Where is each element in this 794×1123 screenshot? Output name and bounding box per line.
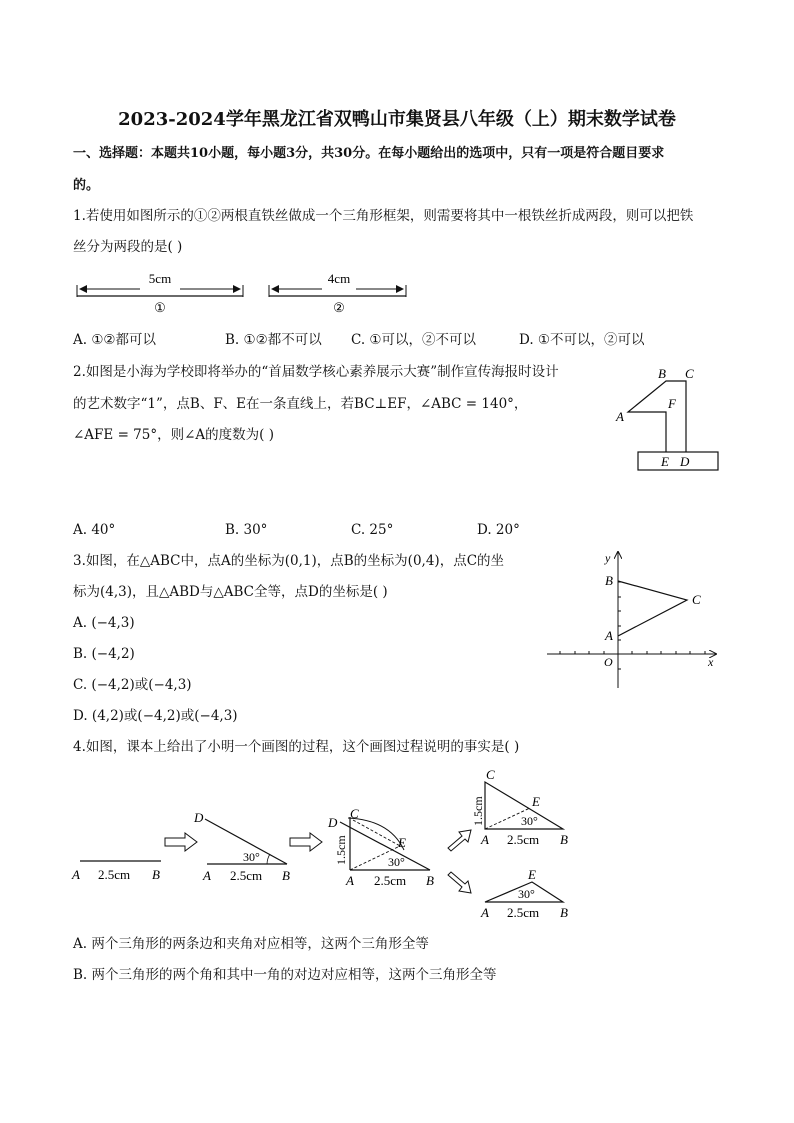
svg-text:D: D xyxy=(194,810,204,825)
origin-label: O xyxy=(604,655,613,669)
q3-coordinate-figure xyxy=(540,548,730,693)
svg-text:E: E xyxy=(398,835,406,850)
q3-stem-line1: 3.如图，在△ABC中，点A的坐标为(0,1)，点B的坐标为(0,4)，点C的坐 xyxy=(73,553,505,569)
wire-one-length: 5cm xyxy=(148,271,172,286)
q4-stem: 4.如图，课本上给出了小明一个画图的过程，这个画图过程说明的事实是( ) xyxy=(73,739,520,755)
wire-two xyxy=(269,271,406,315)
label-d: D xyxy=(680,454,690,469)
svg-text:A: A xyxy=(481,905,489,920)
step-two xyxy=(193,810,290,883)
result-triangle-two xyxy=(480,867,568,920)
label-f: F xyxy=(668,396,676,411)
svg-text:1.5cm: 1.5cm xyxy=(471,796,485,826)
svg-text:A: A xyxy=(72,867,80,882)
svg-text:E: E xyxy=(528,867,536,882)
q1-option-b: B. ①②都不可以 xyxy=(225,332,322,348)
axis-x-label: x xyxy=(708,655,714,669)
q3-option-a: A. (−4,3) xyxy=(73,615,135,631)
svg-text:B: B xyxy=(560,905,568,920)
step-three xyxy=(327,806,434,888)
svg-text:30°: 30° xyxy=(388,855,405,869)
q1-option-c: C. ①可以，②不可以 xyxy=(351,332,477,348)
svg-text:A: A xyxy=(346,873,354,888)
q4-construction-figure xyxy=(65,762,585,922)
wire-two-label: ② xyxy=(333,300,345,315)
section-header-line1: 一、选择题：本题共10小题，每小题3分，共30分。在每小题给出的选项中，只有一项是符合题目要求 xyxy=(73,146,665,161)
svg-text:30°: 30° xyxy=(243,850,260,864)
point-c-label: C xyxy=(692,592,701,607)
q4-option-b: B. 两个三角形的两个角和其中一角的对边对应相等，这两个三角形全等 xyxy=(73,967,497,983)
svg-text:2.5cm: 2.5cm xyxy=(507,905,540,920)
q3-option-c: C. (−4,2)或(−4,3) xyxy=(73,677,192,693)
q2-option-d: D. 20° xyxy=(477,522,520,538)
svg-text:30°: 30° xyxy=(521,814,538,828)
point-b-label: B xyxy=(605,573,613,588)
svg-text:A: A xyxy=(481,832,489,847)
svg-text:B: B xyxy=(560,832,568,847)
result-triangle-one xyxy=(471,767,568,847)
label-b: B xyxy=(658,366,666,381)
q2-option-a: A. 40° xyxy=(73,522,116,538)
section-header-line2: 的。 xyxy=(73,178,100,193)
svg-text:30°: 30° xyxy=(518,887,535,901)
q3-option-d: D. (4,2)或(−4,2)或(−4,3) xyxy=(73,708,238,724)
q1-stem-line1: 1.若使用如图所示的①②两根直铁丝做成一个三角形框架，则需要将其中一根铁丝折成两段，则可以把铁 xyxy=(73,208,694,224)
svg-text:C: C xyxy=(350,806,359,821)
svg-text:2.5cm: 2.5cm xyxy=(507,832,540,847)
label-a: A xyxy=(616,409,624,424)
svg-text:2.5cm: 2.5cm xyxy=(374,873,407,888)
page-title: 2023-2024学年黑龙江省双鸭山市集贤县八年级（上）期末数学试卷 xyxy=(118,109,676,130)
q1-wire-figure xyxy=(0,271,794,315)
wire-two-length: 4cm xyxy=(327,271,351,286)
q2-option-b: B. 30° xyxy=(225,522,268,538)
q3-stem-line2: 标为(4,3)，且△ABD与△ABC全等，点D的坐标是( ) xyxy=(73,584,388,600)
label-c: C xyxy=(685,366,694,381)
wire-one xyxy=(77,271,243,315)
svg-text:B: B xyxy=(152,867,160,882)
axis-y-label: y xyxy=(605,551,611,565)
q4-option-a: A. 两个三角形的两条边和夹角对应相等，这两个三角形全等 xyxy=(73,936,429,952)
q2-stem-line3: ∠AFE = 75°，则∠A的度数为( ) xyxy=(73,427,274,443)
svg-text:C: C xyxy=(486,767,495,782)
q2-stem-line2: 的艺术数字“1”，点B、F、E在一条直线上，若BC⊥EF，∠ABC = 140°， xyxy=(73,396,528,412)
svg-text:E: E xyxy=(532,794,540,809)
q2-stem-line1: 2.如图是小海为学校即将举办的“首届数学核心素养展示大赛”制作宣传海报时设计 xyxy=(73,364,559,380)
svg-text:D: D xyxy=(328,815,338,830)
q1-option-a: A. ①②都可以 xyxy=(73,332,157,348)
q2-option-c: C. 25° xyxy=(351,522,394,538)
q3-option-b: B. (−4,2) xyxy=(73,646,135,662)
q1-option-d: D. ①不可以，②可以 xyxy=(519,332,645,348)
svg-text:2.5cm: 2.5cm xyxy=(98,867,131,882)
svg-text:A: A xyxy=(203,868,211,883)
q2-digit-one-figure xyxy=(610,362,730,477)
svg-text:2.5cm: 2.5cm xyxy=(230,868,263,883)
svg-text:B: B xyxy=(282,868,290,883)
svg-text:1.5cm: 1.5cm xyxy=(334,835,348,865)
label-e: E xyxy=(661,454,669,469)
q1-stem-line2: 丝分为两段的是( ) xyxy=(73,239,183,255)
step-one xyxy=(71,861,161,882)
point-a-label: A xyxy=(605,628,613,643)
wire-one-label: ① xyxy=(154,300,166,315)
svg-text:B: B xyxy=(426,873,434,888)
